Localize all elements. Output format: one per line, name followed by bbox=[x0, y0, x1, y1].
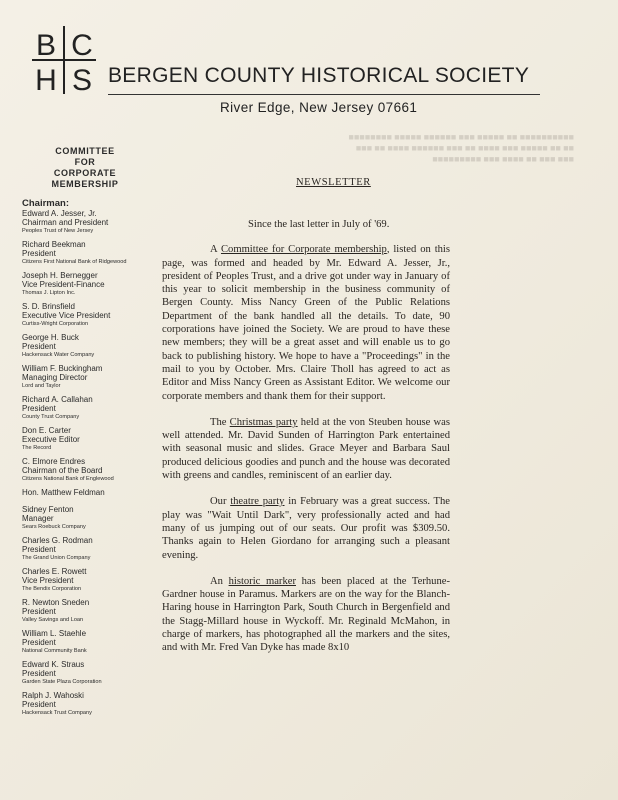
member-role: President bbox=[22, 700, 56, 709]
member-company: Sears Roebuck Company bbox=[22, 524, 86, 530]
member-name: George H. Buck bbox=[22, 333, 79, 342]
member-name: Richard A. Callahan bbox=[22, 395, 93, 404]
member-company: County Trust Company bbox=[22, 414, 80, 420]
newsletter-heading: NEWSLETTER bbox=[296, 177, 371, 188]
member-name: Joseph H. Bernegger bbox=[22, 271, 98, 280]
committee-member bbox=[22, 567, 140, 594]
member-name: Edward K. Straus bbox=[22, 660, 85, 669]
paragraph-corporate-membership: A Committee for Corporate membership, listed on this page, was formed and headed by Mr. Edward A. Jesser, Jr., president of Peoples Trust, and a drive got under way in January of this year to solicit membership in the business community of Bergen County. Miss Nancy Green of the Public Relations Department of the bank handled all the details. To date, 90 corporations have joined the Society. We are proud to have these new members; they will be a great asset and will enable us to go back to publishing history. We hope to have a "Proceedings" in the mail to you by October. Mrs. Claire Tholl has agreed to act as Editor and Miss Nancy Green as Assistant Editor. We welcome our corporate members and thank them for their support. bbox=[162, 244, 450, 402]
member-company: Curtiss-Wright Corporation bbox=[22, 321, 89, 327]
paragraph-christmas-party: The Christmas party held at the von Steuben house was well attended. Mr. David Sunden of Harrington Park entertained with seasonal music and slides. Grace Meyer and Barbara Saul produced delicious goodies and punch and the house was decorated with greens and candles, reminiscent of an earlier day. bbox=[162, 416, 451, 482]
member-role: Executive Editor bbox=[22, 435, 80, 444]
committee-member bbox=[22, 691, 140, 718]
member-role: Vice President bbox=[22, 576, 74, 585]
committee-member bbox=[22, 271, 140, 298]
committee-member bbox=[22, 333, 140, 360]
committee-sidebar bbox=[22, 146, 140, 722]
committee-member bbox=[22, 488, 140, 497]
member-role: President bbox=[22, 607, 56, 616]
theatre-party-heading: theatre party bbox=[230, 496, 285, 508]
member-name: Hon. Matthew Feldman bbox=[22, 488, 105, 497]
member-list bbox=[22, 209, 140, 718]
organization-address: River Edge, New Jersey 07661 bbox=[220, 100, 418, 115]
member-company: Hackensack Water Company bbox=[22, 352, 95, 358]
member-role: President bbox=[22, 342, 56, 351]
member-company: The Bendix Corporation bbox=[22, 586, 82, 592]
committee-member bbox=[22, 209, 140, 236]
committee-member bbox=[22, 660, 140, 687]
committee-title: COMMITTEE FOR CORPORATE MEMBERSHIP bbox=[51, 146, 119, 189]
member-name: Charles G. Rodman bbox=[22, 536, 93, 545]
member-name: Sidney Fenton bbox=[22, 505, 74, 514]
committee-member bbox=[22, 457, 140, 484]
member-role: Vice President-Finance bbox=[22, 280, 105, 289]
member-name: Charles E. Rowett bbox=[22, 567, 87, 576]
member-name: Richard Beekman bbox=[22, 240, 86, 249]
member-role: President bbox=[22, 669, 56, 678]
header-rule bbox=[108, 94, 540, 95]
committee-member bbox=[22, 629, 140, 656]
paragraph-historic-marker: An historic marker has been placed at the Terhune-Gardner house in Paramus. Markers are on the way for the Blanch-Haring house in Harrington Park, South Church in Bergenfield and the Stagg-Millard house in Wyckoff. Mr. Reginald McMahon, in charge of markers, has photographed all the markers and the sites, and with Mr. Fred Van Dyke has made 8x10 bbox=[162, 575, 450, 654]
logo-letter: B bbox=[35, 29, 57, 62]
committee-member bbox=[22, 536, 140, 563]
committee-member bbox=[22, 426, 140, 453]
member-company: Peoples Trust of New Jersey bbox=[22, 228, 94, 234]
member-company: Thomas J. Lipton Inc. bbox=[22, 290, 76, 296]
intro-line: Since the last letter in July of '69. bbox=[248, 219, 390, 230]
chairman-label: Chairman: bbox=[22, 198, 69, 209]
logo-letter: S bbox=[71, 64, 93, 96]
christmas-party-heading: Christmas party bbox=[229, 416, 298, 428]
logo-letter: H bbox=[35, 64, 57, 96]
member-role: Chairman and President bbox=[22, 218, 109, 227]
member-company: Garden State Plaza Corporation bbox=[22, 679, 102, 685]
member-name: Edward A. Jesser, Jr. bbox=[22, 209, 97, 218]
member-company: Valley Savings and Loan bbox=[22, 617, 84, 623]
committee-member bbox=[22, 302, 140, 329]
organization-name: BERGEN COUNTY HISTORICAL SOCIETY bbox=[108, 64, 530, 87]
member-name: Don E. Carter bbox=[22, 426, 71, 435]
member-role: President bbox=[22, 545, 56, 554]
committee-member bbox=[22, 240, 140, 267]
member-company: The Record bbox=[22, 445, 52, 451]
member-company: National Community Bank bbox=[22, 648, 87, 654]
committee-member bbox=[22, 364, 140, 391]
bleed-through-text: ■■■■■■■■■■ ■■ ■■■■■ ■■■ ■■■■■■ ■■■■■ ■■■■■■■■ ■■ ■■ ■■■■■ ■■■ ■■■■ ■■ ■■■ ■■■■■■ ■■■■ ■■ ■■■ ■■■ ■■■ ■■ ■■■■ ■■■ ■■■■■■■■■ bbox=[348, 132, 574, 164]
corporate-membership-heading: Committee for Corporate membership bbox=[220, 244, 387, 256]
committee-member bbox=[22, 395, 140, 422]
committee-member bbox=[22, 598, 140, 625]
member-company: Citizens National Bank of Englewood bbox=[22, 476, 114, 482]
member-role: President bbox=[22, 404, 56, 413]
paragraph-theatre-party: Our theatre party in February was a great success. The play was "Wait Until Dark", very professionally acted and had many of us jumping out of our seats. Our profit was $309.50. Thanks again to Helen Giordano for arranging such a pleasant evening. bbox=[162, 496, 450, 561]
member-name: Ralph J. Wahoski bbox=[22, 691, 84, 700]
newsletter-body bbox=[162, 218, 450, 668]
member-role: President bbox=[22, 249, 56, 258]
member-name: William F. Buckingham bbox=[22, 364, 103, 373]
member-company: Lord and Taylor bbox=[22, 383, 61, 389]
committee-member bbox=[22, 505, 140, 532]
member-name: R. Newton Sneden bbox=[22, 598, 90, 607]
member-role: President bbox=[22, 638, 56, 647]
member-role: Executive Vice President bbox=[22, 311, 111, 320]
historic-marker-heading: historic marker bbox=[228, 575, 296, 587]
member-role: Chairman of the Board bbox=[22, 466, 103, 475]
logo-letter: C bbox=[71, 29, 93, 62]
member-company: Citizens First National Bank of Ridgewood bbox=[22, 259, 127, 265]
member-role: Managing Director bbox=[22, 373, 88, 382]
member-role: Manager bbox=[22, 514, 54, 523]
member-name: C. Elmore Endres bbox=[22, 457, 86, 466]
member-company: The Grand Union Company bbox=[22, 555, 91, 561]
society-logo bbox=[28, 24, 100, 96]
member-name: S. D. Brinsfield bbox=[22, 302, 75, 311]
member-company: Hackensack Trust Company bbox=[22, 710, 92, 716]
member-name: William L. Staehle bbox=[22, 629, 87, 638]
